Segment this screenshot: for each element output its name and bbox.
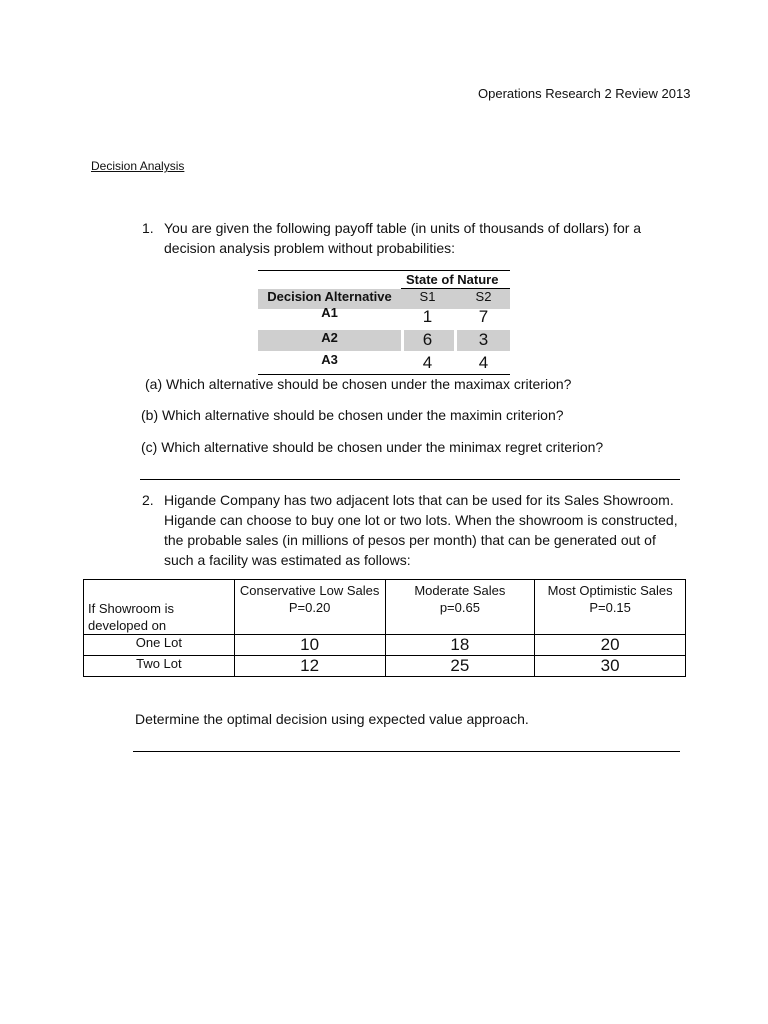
- question-number: 1.: [142, 220, 154, 236]
- column-probability: p=0.65: [439, 600, 480, 615]
- sub-question-a: (a) Which alternative should be chosen under the maximax criterion?: [145, 376, 572, 392]
- table-cell: 3: [478, 330, 489, 349]
- table-cell: 10: [234, 635, 385, 656]
- column-probability: P=0.20: [288, 600, 331, 615]
- table-cell: 4: [422, 353, 433, 372]
- column-name: Most Optimistic Sales: [547, 583, 673, 598]
- table-row: [258, 330, 510, 351]
- column-header-s2: S2: [475, 289, 492, 304]
- sub-question-c: (c) Which alternative should be chosen under the minimax regret criterion?: [141, 439, 604, 455]
- column-header: [385, 580, 535, 635]
- state-of-nature-header: State of Nature: [406, 272, 499, 287]
- table-cell: 12: [234, 656, 385, 677]
- question-number: 2.: [142, 492, 154, 508]
- column-header: [234, 580, 385, 635]
- sub-question-b: (b) Which alternative should be chosen under the maximin criterion?: [141, 407, 564, 423]
- column-probability: P=0.15: [589, 600, 631, 615]
- row-label: A2: [321, 330, 338, 345]
- page-header: Operations Research 2 Review 2013: [478, 86, 691, 101]
- question-text: You are given the following payoff table (in units of thousands of dollars) for a decision analysis problem without probabilities:: [164, 220, 642, 256]
- table-cell: 20: [535, 635, 686, 656]
- column-header-decision-alternative: Decision Alternative: [267, 289, 392, 304]
- column-name: Conservative Low Sales: [239, 583, 380, 598]
- table-row: [84, 635, 686, 656]
- table-header-row: [84, 580, 686, 635]
- table-row: [258, 305, 510, 329]
- row-label: One Lot: [84, 635, 235, 656]
- column-header: [535, 580, 686, 635]
- answer-line: [140, 479, 680, 480]
- table-cell: 7: [478, 307, 489, 326]
- instruction-text: Determine the optimal decision using expected value approach.: [135, 711, 529, 727]
- table-cell: 6: [422, 330, 433, 349]
- table-cell: 1: [422, 307, 433, 326]
- answer-line: [133, 751, 680, 752]
- row-label: A1: [321, 305, 338, 320]
- table-corner-header: If Showroom is developed on: [84, 580, 235, 635]
- table-cell: 4: [478, 353, 489, 372]
- row-label: A3: [321, 352, 338, 367]
- sales-table: [83, 579, 686, 677]
- table-cell: 18: [385, 635, 535, 656]
- table-cell: 30: [535, 656, 686, 677]
- question-text: Higande Company has two adjacent lots that can be used for its Sales Showroom. Higande can choose to buy one lot or two lots. When the showroom is constructed, the probable sales (in millions of pesos per month) that can be generated out of such a facility was estimated as follows:: [164, 492, 678, 568]
- column-name: Moderate Sales: [414, 583, 506, 598]
- table-row: [84, 656, 686, 677]
- row-label: Two Lot: [84, 656, 235, 677]
- column-header-s1: S1: [419, 289, 436, 304]
- section-title: Decision Analysis: [91, 159, 185, 173]
- table-cell: 25: [385, 656, 535, 677]
- table-row: [258, 352, 510, 372]
- table-rule: [258, 270, 510, 271]
